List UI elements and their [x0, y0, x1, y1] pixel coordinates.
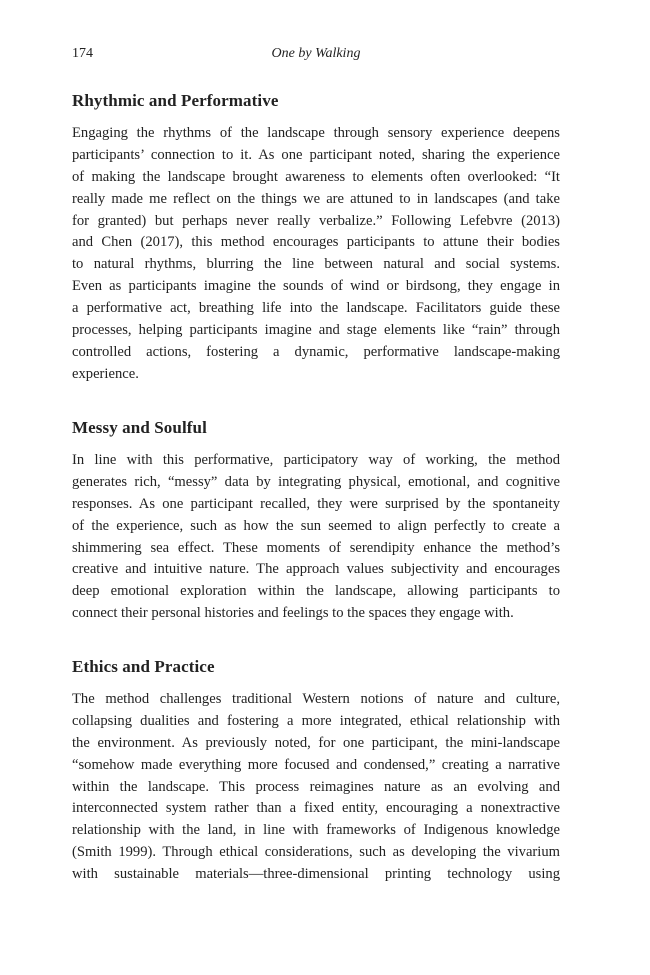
- text-line: Even as participants imagine the sounds of wind or birdsong, they engage in: [72, 278, 560, 295]
- text-line: relationship with the land, in line with frameworks of Indigenous knowledge: [72, 822, 560, 839]
- section-paragraph-rhythmic: [72, 123, 560, 386]
- text-line: (Smith 1999). Through ethical considerations, such as developing the vivarium: [72, 844, 560, 861]
- text-line: of the experience, such as how the sun seemed to align perfectly to create a: [72, 517, 560, 534]
- text-line: creative and intuitive nature. The approach values subjectivity and encourages: [72, 561, 560, 578]
- text-line: for granted) but perhaps never really verbalize.” Following Lefebvre (2013): [72, 212, 560, 229]
- section-paragraph-messy: [72, 450, 560, 625]
- text-line: shimmering sea effect. These moments of serendipity enhance the method’s: [72, 539, 560, 556]
- running-head: [72, 46, 560, 66]
- text-line: The method challenges traditional Western notions of nature and culture,: [72, 691, 560, 707]
- text-line: “somehow made everything more focused and condensed,” creating a narrative: [72, 756, 560, 773]
- page-number: 174: [72, 46, 93, 61]
- section-heading-messy: Messy and Soulful: [72, 418, 207, 437]
- section-paragraph-ethics: [72, 689, 560, 886]
- text-line: Engaging the rhythms of the landscape through sensory experience deepens: [72, 125, 560, 141]
- text-line: responses. As one participant recalled, they were surprised by the spontaneity: [72, 495, 560, 512]
- book-title: One by Walking: [271, 46, 361, 61]
- text-line: the environment. As previously noted, for one participant, the mini-landscape: [72, 734, 560, 751]
- text-line: and Chen (2017), this method encourages participants to attune their bodies: [72, 234, 560, 251]
- text-line: In line with this performative, participatory way of working, the method: [72, 452, 560, 468]
- text-line: with sustainable materials—three-dimensional printing technology using: [72, 866, 560, 883]
- section-heading-rhythmic: Rhythmic and Performative: [72, 91, 279, 110]
- text-line: collapsing dualities and fostering a more integrated, ethical relationship with: [72, 712, 560, 729]
- text-line: experience.: [72, 365, 139, 382]
- text-line: a performative act, breathing life into the landscape. Facilitators guide these: [72, 300, 560, 317]
- text-line: interconnected system rather than a fixed entity, encouraging a nonextractive: [72, 800, 560, 817]
- text-line: within the landscape. This process reimagines nature as an evolving and: [72, 778, 560, 795]
- text-line: processes, helping participants imagine and stage elements like “rain” through: [72, 322, 560, 339]
- text-line: really made me reflect on the things we are attuned to in landscapes (and take: [72, 190, 560, 207]
- text-line: connect their personal histories and feelings to the spaces they engage with.: [72, 605, 514, 622]
- text-line: to natural rhythms, blurring the line between natural and social systems.: [72, 256, 560, 273]
- text-line: of making the landscape brought awareness to elements often overlooked: “It: [72, 168, 560, 185]
- text-line: generates rich, “messy” data by integrating physical, emotional, and cognitive: [72, 473, 560, 490]
- text-line: deep emotional exploration within the landscape, allowing participants to: [72, 583, 560, 600]
- text-line: controlled actions, fostering a dynamic, performative landscape-making: [72, 343, 560, 360]
- section-heading-ethics: Ethics and Practice: [72, 657, 215, 676]
- text-line: participants’ connection to it. As one participant noted, sharing the experience: [72, 146, 560, 163]
